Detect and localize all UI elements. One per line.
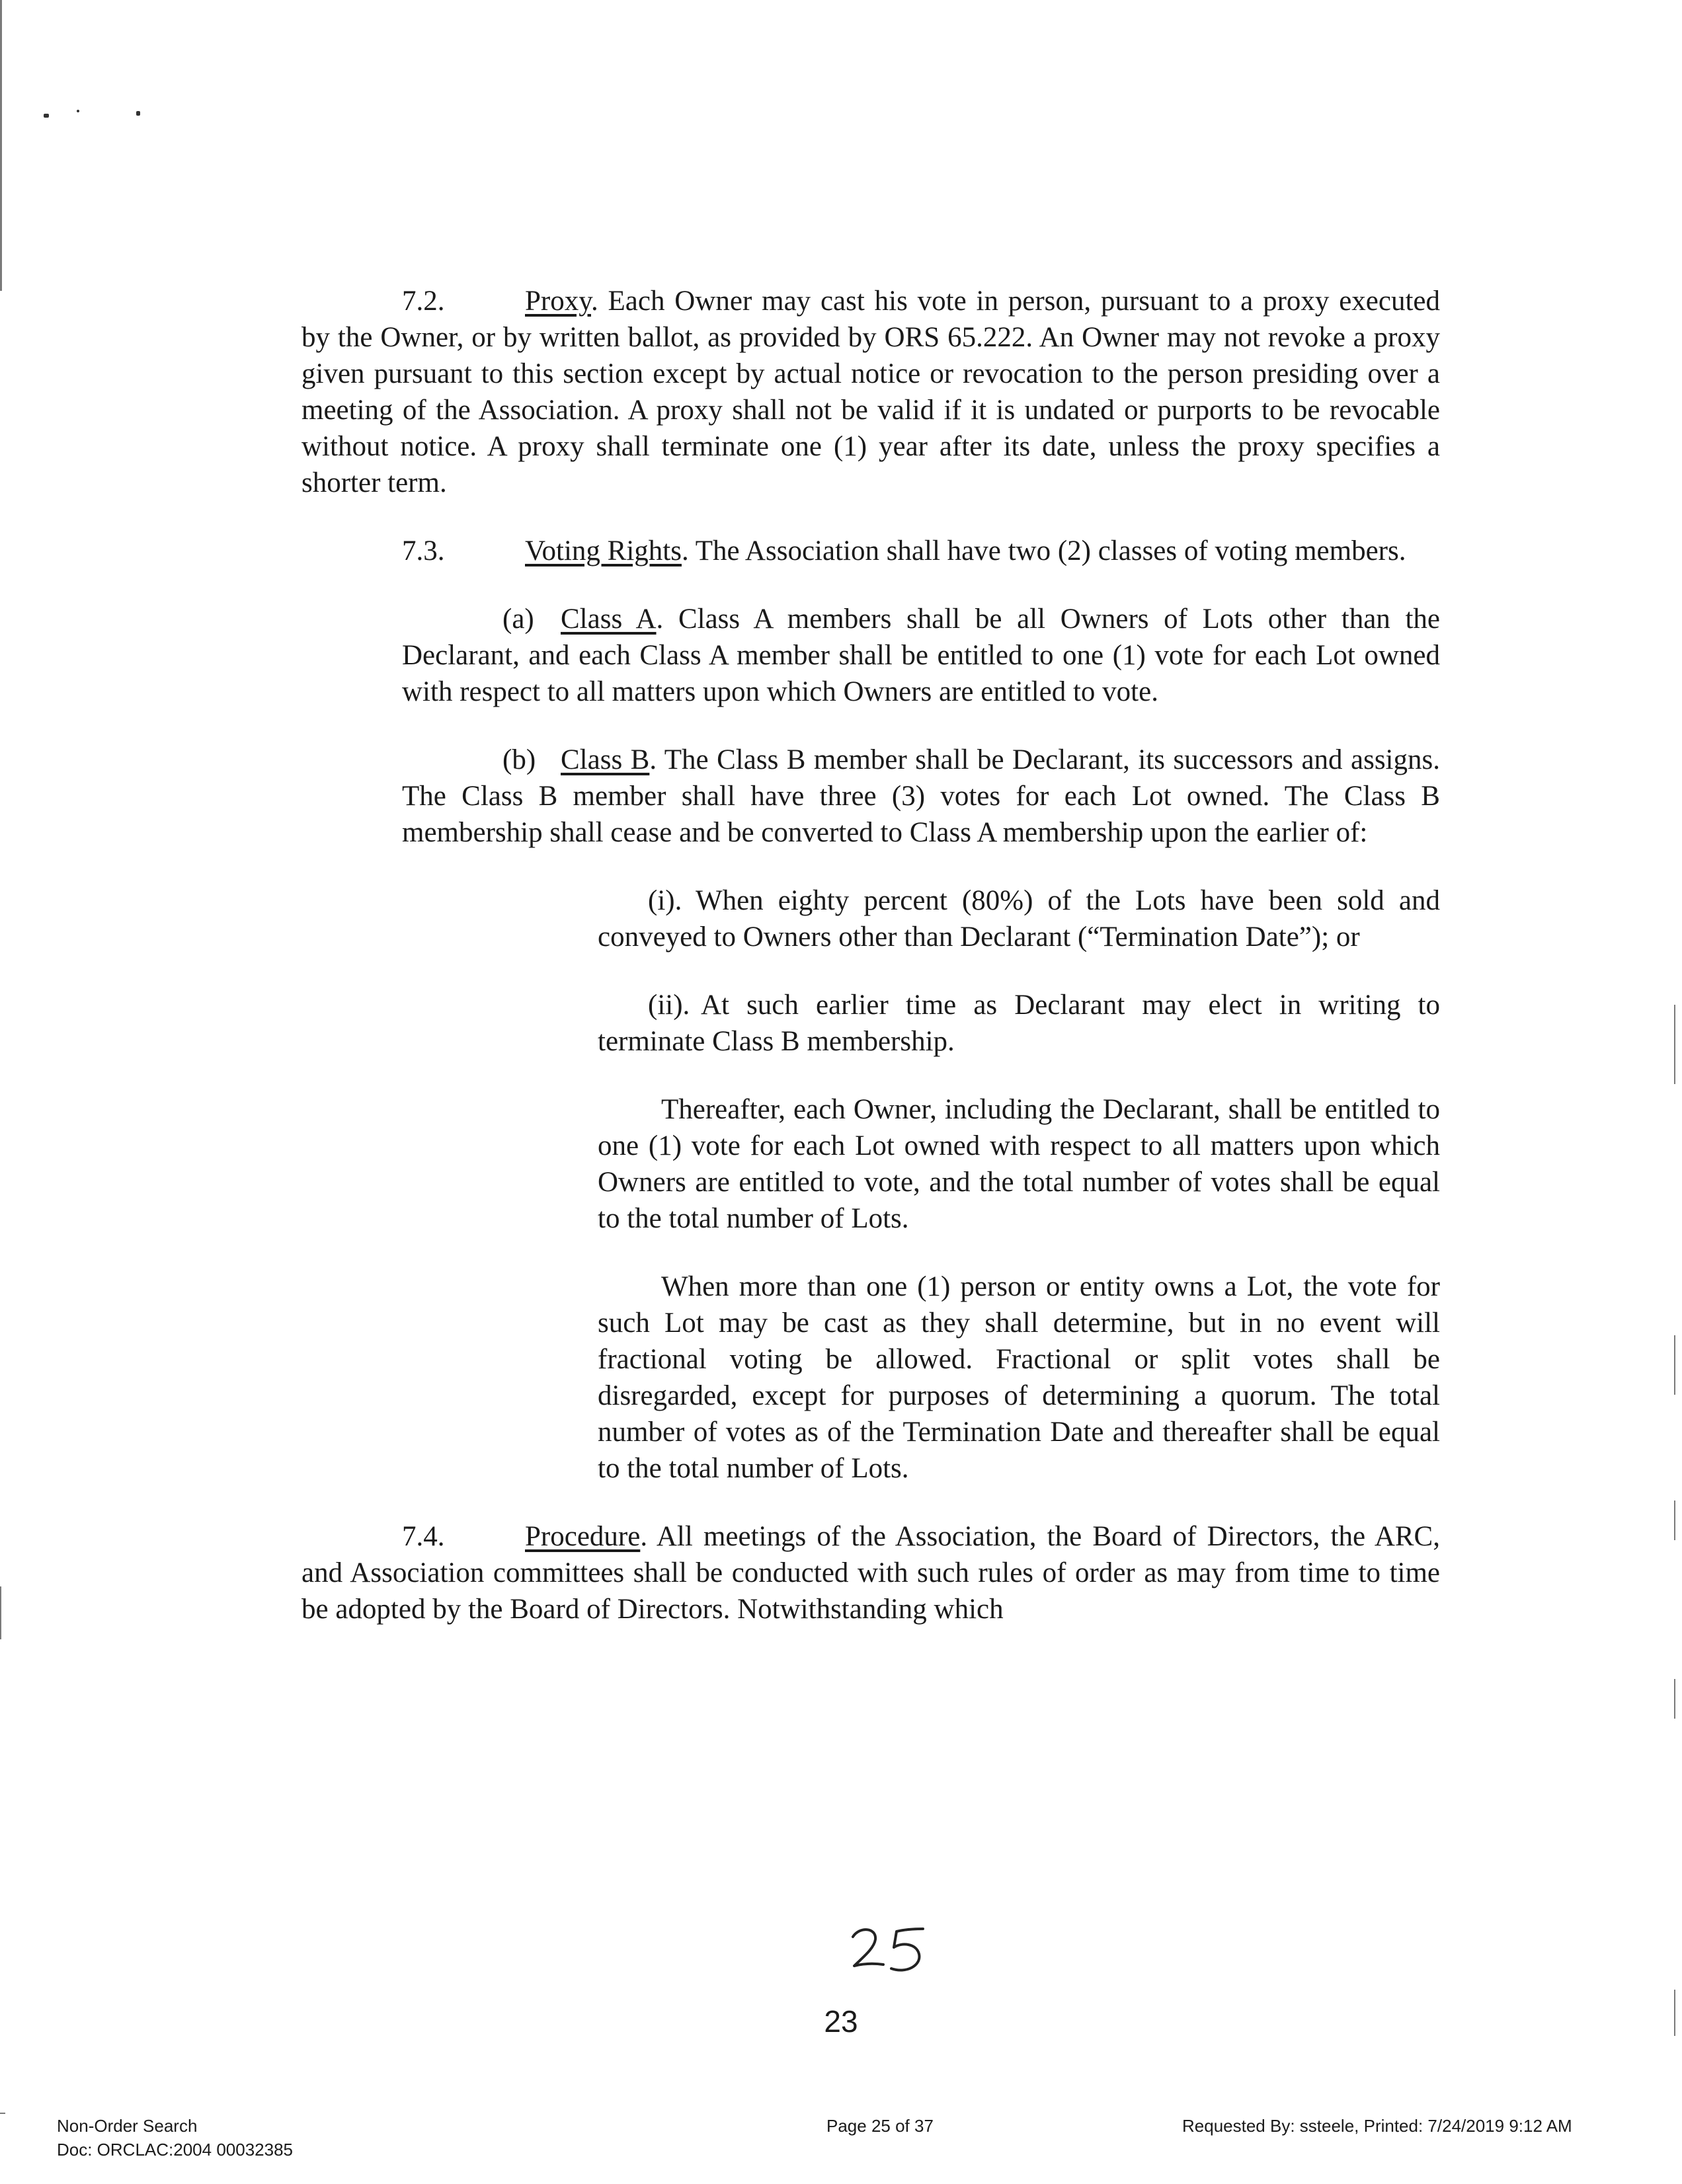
subsection-heading: Class A [561,604,657,635]
section-text: . All meetings of the Association, the Board of Directors, the ARC, and Association committees shall be conducted with such rules of order as may from time to time be adopted by the Board of Directors. Notwithstanding which [301,1521,1440,1625]
subsection-number: (b) [502,744,536,775]
footer-request-info [1182,2114,1572,2138]
section-7-4 [301,1518,1440,1627]
footer-page-count [826,2114,934,2138]
scan-edge-mark [0,1586,1,1639]
handwritten-page-number [845,1922,931,1979]
scan-speck [77,110,79,112]
section-7-3 [301,533,1440,569]
footer-page-count-text: Page 25 of 37 [826,2116,934,2136]
scan-edge-mark [0,2113,5,2114]
clause-number: (ii). [648,990,690,1021]
section-number: 7.2. [402,286,445,317]
section-heading: Procedure [525,1521,641,1552]
section-heading: Voting Rights [525,535,682,566]
scan-edge-mark [1674,1501,1675,1540]
footer-request-info-text: Requested By: ssteele, Printed: 7/24/2019 9:12 AM [1182,2116,1572,2136]
section-number: 7.4. [402,1521,445,1552]
subsection-class-a [402,601,1440,710]
footer-search-type: Non-Order Search [57,2116,198,2136]
scan-speck [44,114,49,118]
section-heading: Proxy [525,286,591,317]
scan-edge-mark [0,0,2,291]
clause-ii [598,987,1440,1060]
section-7-2 [301,283,1440,501]
scan-edge-mark [1674,1005,1675,1084]
paragraph-thereafter [598,1091,1440,1237]
subsection-number: (a) [502,604,534,635]
paragraph-text: Thereafter, each Owner, including the Declarant, shall be entitled to one (1) vote for each Lot owned with respect to all matters upon which Owners are entitled to vote, and the total number of votes shall be equal to the total number of Lots. [598,1094,1440,1234]
section-text: . The Association shall have two (2) classes of voting members. [681,535,1406,566]
clause-text: At such earlier time as Declarant may elect in writing to terminate Class B membership. [598,990,1440,1057]
section-number: 7.3. [402,535,445,566]
page-number: 23 [824,2004,858,2039]
scan-edge-mark [1674,1679,1675,1719]
clause-text: When eighty percent (80%) of the Lots have been sold and conveyed to Owners other than Declarant (“Termination Date”); or [598,885,1440,953]
clause-i [598,882,1440,955]
document-body [301,283,1440,1659]
paragraph-multiple-owners [598,1268,1440,1487]
scan-speck [136,111,140,116]
section-text: . Each Owner may cast his vote in person, pursuant to a proxy executed by the Owner, or by written ballot, as provided by ORS 65.222. An Owner may not revoke a proxy given pursuant to this section except by actual notice or revocation to the person presiding over a meeting of the Association. A proxy shall not be valid if it is undated or purports to be revocable without notice. A proxy shall terminate one (1) year after its date, unless the proxy specifies a shorter term. [301,286,1440,498]
footer-left [57,2114,293,2162]
footer-doc-id: Doc: ORCLAC:2004 00032385 [57,2140,294,2160]
subsection-text: . The Class B member shall be Declarant, its successors and assigns. The Class B member shall have three (3) votes for each Lot owned. The Class B membership shall cease and be converted to Class A membership upon the earlier of: [402,744,1440,848]
scan-edge-mark [1674,1335,1675,1395]
clause-number: (i). [648,885,682,916]
subsection-class-b [402,742,1440,851]
subsection-heading: Class B [561,744,650,775]
subsection-text: . Class A members shall be all Owners of Lots other than the Declarant, and each Class A member shall be entitled to one (1) vote for each Lot owned with respect to all matters upon which Owners are entitled to vote. [402,604,1440,707]
paragraph-text: When more than one (1) person or entity owns a Lot, the vote for such Lot may be cast as they shall determine, but in no event will fractional voting be allowed. Fractional or split votes shall be disregarded, except for purposes of determining a quorum. The total number of votes as of the Termination Date and thereafter shall be equal to the total number of Lots. [598,1271,1440,1484]
